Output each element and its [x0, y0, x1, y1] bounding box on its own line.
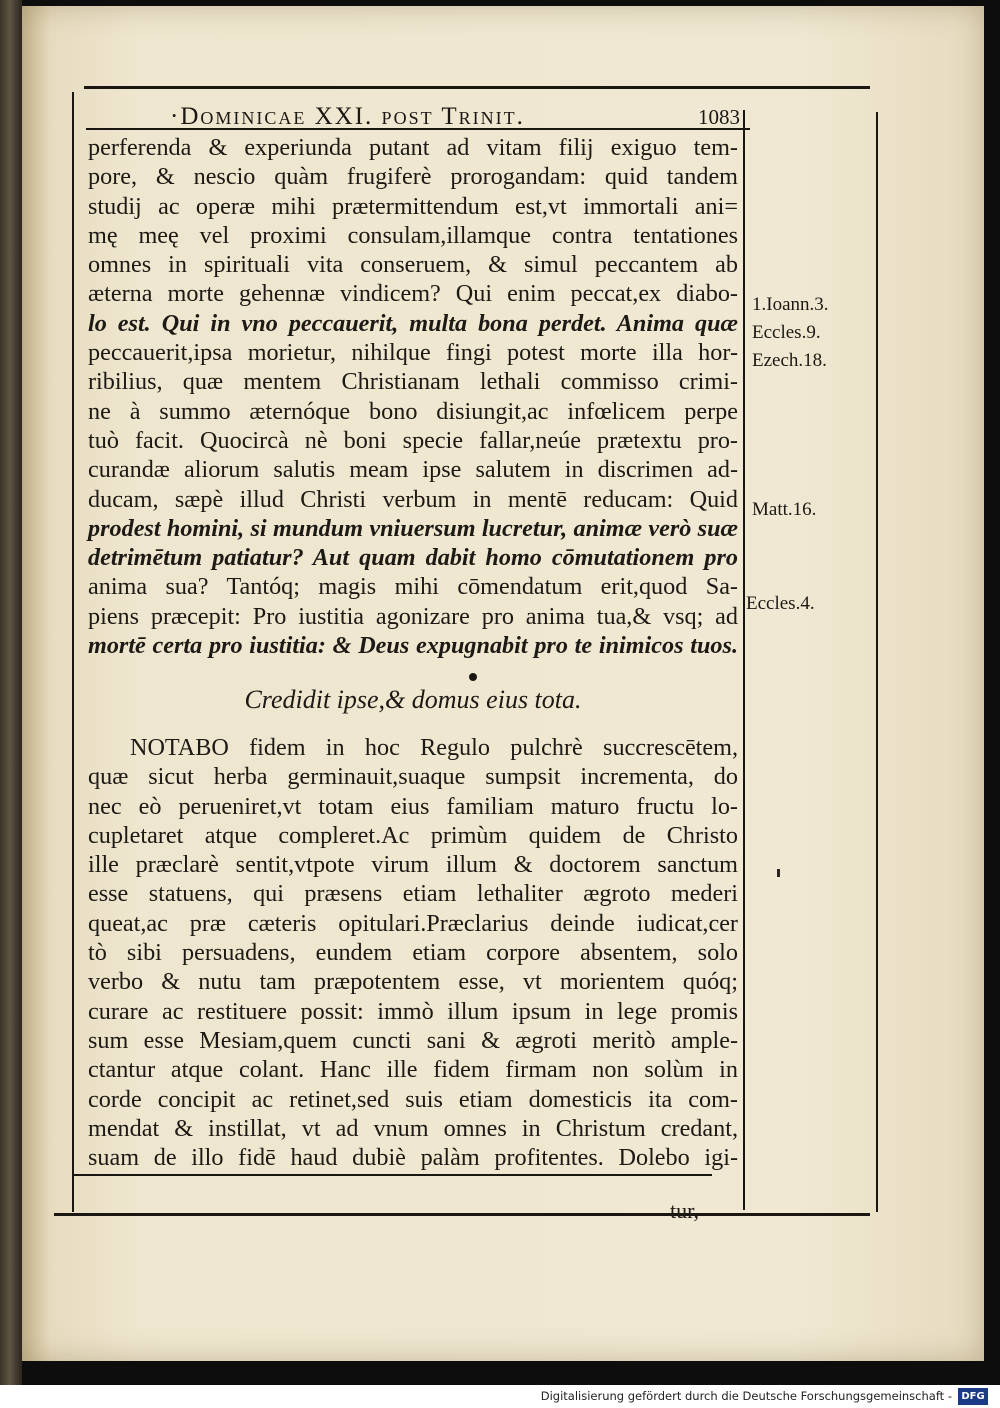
text-line: nec eò perueniret,vt totam eius familiam maturo fructu lo-	[88, 792, 738, 820]
page-number: 1083	[698, 104, 740, 129]
text-line: sum esse Mesiam,quem cuncti sani & ægroti meritò ample-	[88, 1026, 738, 1054]
text-right-rule	[743, 110, 745, 1210]
text-line: peccauerit,ipsa morietur, nihilque fingi potest morte illa hor-	[88, 339, 738, 367]
text-line: æterna morte gehennæ vindicem? Qui enim peccat,ex diabo-	[88, 280, 738, 308]
text-line: anima sua? Tantóq; magis mihi cōmendatum erit,quod Sa-	[88, 573, 738, 601]
text-left-rule	[72, 92, 74, 1212]
text-line: mendat & instillat, vt ad vnum omnes in Christum credant,	[88, 1114, 738, 1142]
margin-mark	[777, 869, 780, 877]
text-line: suam de illo fidē haud dubiè palàm profitentes. Dolebo igi-	[88, 1144, 738, 1172]
text-line: omnes in spirituali vita conseruem, & simul peccantem ab	[88, 251, 738, 279]
bottom-text-rule	[72, 1174, 712, 1176]
text-line: ribilius, quæ mentem Christianam lethali commisso crimi-	[88, 368, 738, 396]
dfg-logo: DFG	[958, 1388, 988, 1405]
text-line: piens præcepit: Pro iustitia agonizare pro anima tua,& vsq; ad	[88, 602, 738, 630]
margin-right-rule	[876, 112, 878, 1212]
text-line: cupletaret atque compleret.Ac primùm quidem de Christo	[88, 821, 738, 849]
text-line: esse statuens, qui præsens etiam lethaliter ægroto mederi	[88, 880, 738, 908]
text-line: curandæ aliorum salutis meam ipse salutem in discrimen ad-	[88, 456, 738, 484]
text-line: pore, & nescio quàm frugiferè prorogandam: quid tandem	[88, 163, 738, 191]
text-line: verbo & nutu tam præpotentem esse, vt morientem quóq;	[88, 968, 738, 996]
margin-note-eccles: Eccles.9.	[752, 322, 821, 343]
paragraph-2	[88, 733, 738, 1172]
paragraph-1	[88, 133, 738, 660]
text-line: NOTABO fidem in hoc Regulo pulchrè succrescētem,	[130, 734, 738, 761]
text-line: queat,ac præ cæteris opitulari.Præclarius deinde iudicat,cer	[88, 909, 738, 937]
catchword: tur,	[670, 1198, 700, 1223]
text-line: ille præclarè sentit,vtpote virum illum & doctorem sanctum	[88, 851, 738, 879]
page-header	[88, 100, 740, 134]
text-line: quæ sicut herba germinauit,suaque sumpsit incrementa, do	[88, 763, 738, 791]
margin-note-matt: Matt.16.	[752, 499, 817, 520]
footer-bar	[0, 1385, 1000, 1408]
bottom-rule	[54, 1213, 870, 1216]
text-line: detrimētum patiatur? Aut quam dabit homo cōmutationem pro	[88, 544, 738, 572]
margin-note-ioann: 1.Ioann.3.	[752, 294, 829, 315]
margin-note-eccles-4: Eccles.4.	[746, 593, 815, 614]
text-line: prodest homini, si mundum vniuersum lucretur, animæ verò suæ	[88, 514, 738, 542]
text-line: curare ac restituere possit: immò illum ipsum in lege promis	[88, 997, 738, 1025]
section-heading: Credidit ipse,& domus eius tota.	[244, 685, 582, 714]
top-rule	[84, 86, 870, 89]
text-line: ducam, sæpè illud Christi verbum in mentē reducam: Quid	[88, 485, 738, 513]
funding-credit: Digitalisierung gefördert durch die Deutsche Forschungsgemeinschaft -	[540, 1389, 952, 1403]
text-line: ne à summo æternóque bono disiungit,ac infœlicem perpe	[88, 397, 738, 425]
text-line: studij ac operæ mihi prætermittendum est,vt immortali ani=	[88, 192, 738, 220]
margin-note-ezech: Ezech.18.	[752, 350, 827, 371]
text-line: mortē certa pro iustitia: & Deus expugnabit pro te inimicos tuos.	[88, 632, 738, 660]
running-title: ·Dominicae XXI. post Trinit.	[170, 103, 525, 130]
text-line: tò sibi persuadens, eundem etiam corpore absentem, solo	[88, 939, 738, 967]
text-line: mę meę vel proximi consulam,illamque contra tentationes	[88, 221, 738, 249]
text-line: perferenda & experiunda putant ad vitam filij exiguo tem-	[88, 134, 738, 161]
text-line: tuò facit. Quocircà nè boni specie fallar,neúe prætextu pro-	[88, 426, 738, 454]
book-spine	[0, 0, 22, 1385]
ink-dot	[469, 673, 477, 681]
text-line: corde concipit ac retinet,sed suis etiam domesticis ita com-	[88, 1085, 738, 1113]
text-line: lo est. Qui in vno peccauerit, multa bona perdet. Anima quæ	[88, 309, 738, 337]
text-line: ctantur atque colant. Hanc ille fidem firmam non solùm in	[88, 1056, 738, 1084]
